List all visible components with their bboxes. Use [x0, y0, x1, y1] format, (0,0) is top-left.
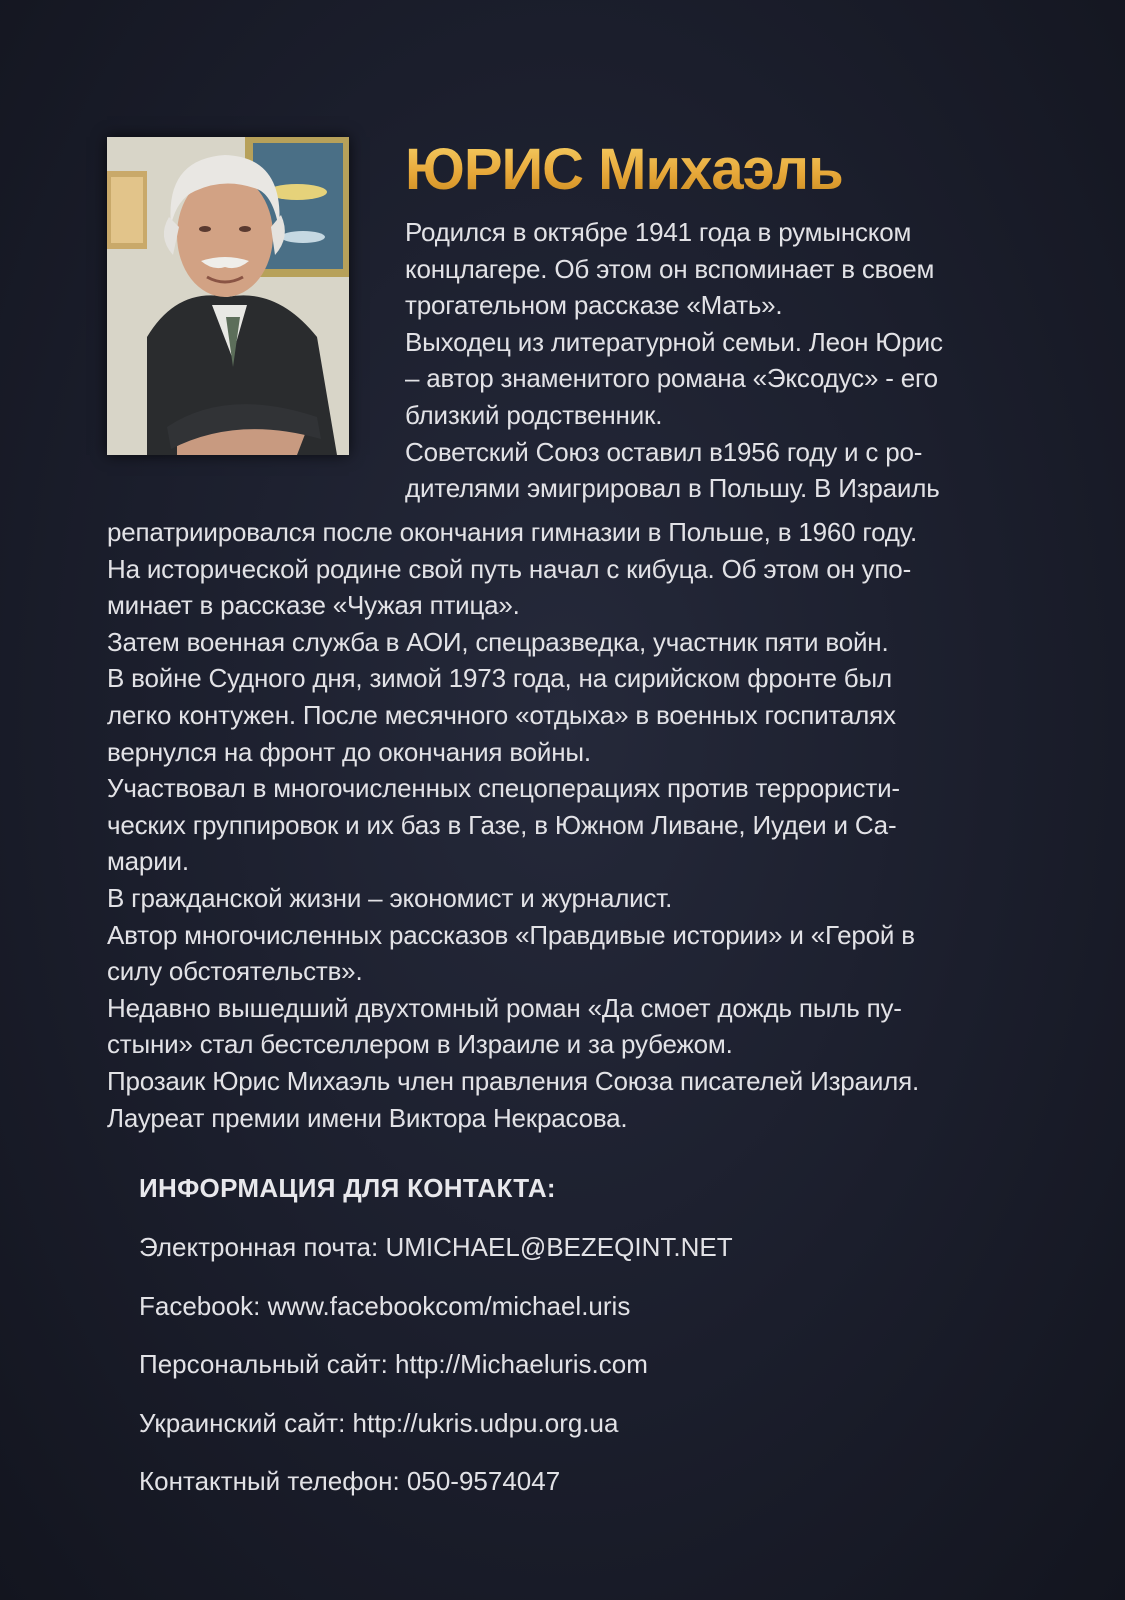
- bio-line: вернулся на фронт до окончания войны.: [107, 736, 591, 767]
- bio-paragraph-bottom: [107, 514, 919, 1136]
- bio-line: трогательном рассказе «Мать».: [405, 290, 783, 321]
- bio-line: Лауреат премии имени Виктора Некрасова.: [107, 1102, 628, 1133]
- bio-line: близкий родственник.: [405, 399, 663, 430]
- bio-line: В гражданской жизни – экономист и журналист.: [107, 882, 673, 913]
- bio-line: – автор знаменитого романа «Эксодус» - его: [405, 363, 938, 394]
- author-photo: [107, 137, 349, 455]
- bio-line: В войне Судного дня, зимой 1973 года, на сирийском фронте был: [107, 663, 892, 694]
- bio-line: Недавно вышедший двухтомный роман «Да смоет дождь пыль пу-: [107, 992, 902, 1023]
- bio-line: На исторической родине свой путь начал с кибуца. Об этом он упо-: [107, 553, 912, 584]
- bio-line: дителями эмигрировал в Польшу. В Израиль: [405, 473, 940, 504]
- bio-line: Участвовал в многочисленных спецоперациях против террористи-: [107, 773, 900, 804]
- contact-facebook: Facebook: www.facebookcom/michael.uris: [139, 1290, 631, 1321]
- contact-list: [139, 1232, 733, 1525]
- bio-line: стыни» стал бестселлером в Израиле и за рубежом.: [107, 1029, 733, 1060]
- bio-line: Выходец из литературной семьи. Леон Юрис: [405, 326, 943, 357]
- contact-email: Электронная почта: UMICHAEL@BEZEQINT.NET: [139, 1232, 733, 1262]
- contact-heading: ИНФОРМАЦИЯ ДЛЯ КОНТАКТА:: [139, 1173, 556, 1203]
- author-name-title: ЮРИС Михаэль: [405, 137, 843, 202]
- bio-line: силу обстоятельств».: [107, 956, 363, 987]
- bio-line: ческих группировок и их баз в Газе, в Южном Ливане, Иудеи и Са-: [107, 809, 897, 840]
- bio-line: Автор многочисленных рассказов «Правдивые истории» и «Герой в: [107, 919, 915, 950]
- bio-line: марии.: [107, 846, 189, 877]
- bio-line: Советский Союз оставил в1956 году и с ро-: [405, 436, 923, 467]
- bio-line: Затем военная служба в АОИ, спецразведка, участник пяти войн.: [107, 626, 889, 657]
- bio-line: репатриировался после окончания гимназии в Польше, в 1960 году.: [107, 517, 917, 547]
- contact-phone: Контактный телефон: 050-9574047: [139, 1466, 561, 1496]
- contact-ukrainian-site: Украинский сайт: http://ukris.udpu.org.ua: [139, 1407, 619, 1438]
- bio-line: легко контужен. После месячного «отдыха» в военных госпиталях: [107, 699, 896, 730]
- bio-line: концлагере. Об этом он вспоминает в своем: [405, 253, 935, 284]
- bio-line: минает в рассказе «Чужая птица».: [107, 590, 520, 621]
- bio-paragraph-top: [405, 214, 943, 507]
- contact-personal-site: Персональный сайт: http://Michaeluris.com: [139, 1349, 648, 1379]
- bio-line: Родился в октябре 1941 года в румынском: [405, 217, 912, 247]
- bio-line: Прозаик Юрис Михаэль член правления Союза писателей Израиля.: [107, 1065, 920, 1096]
